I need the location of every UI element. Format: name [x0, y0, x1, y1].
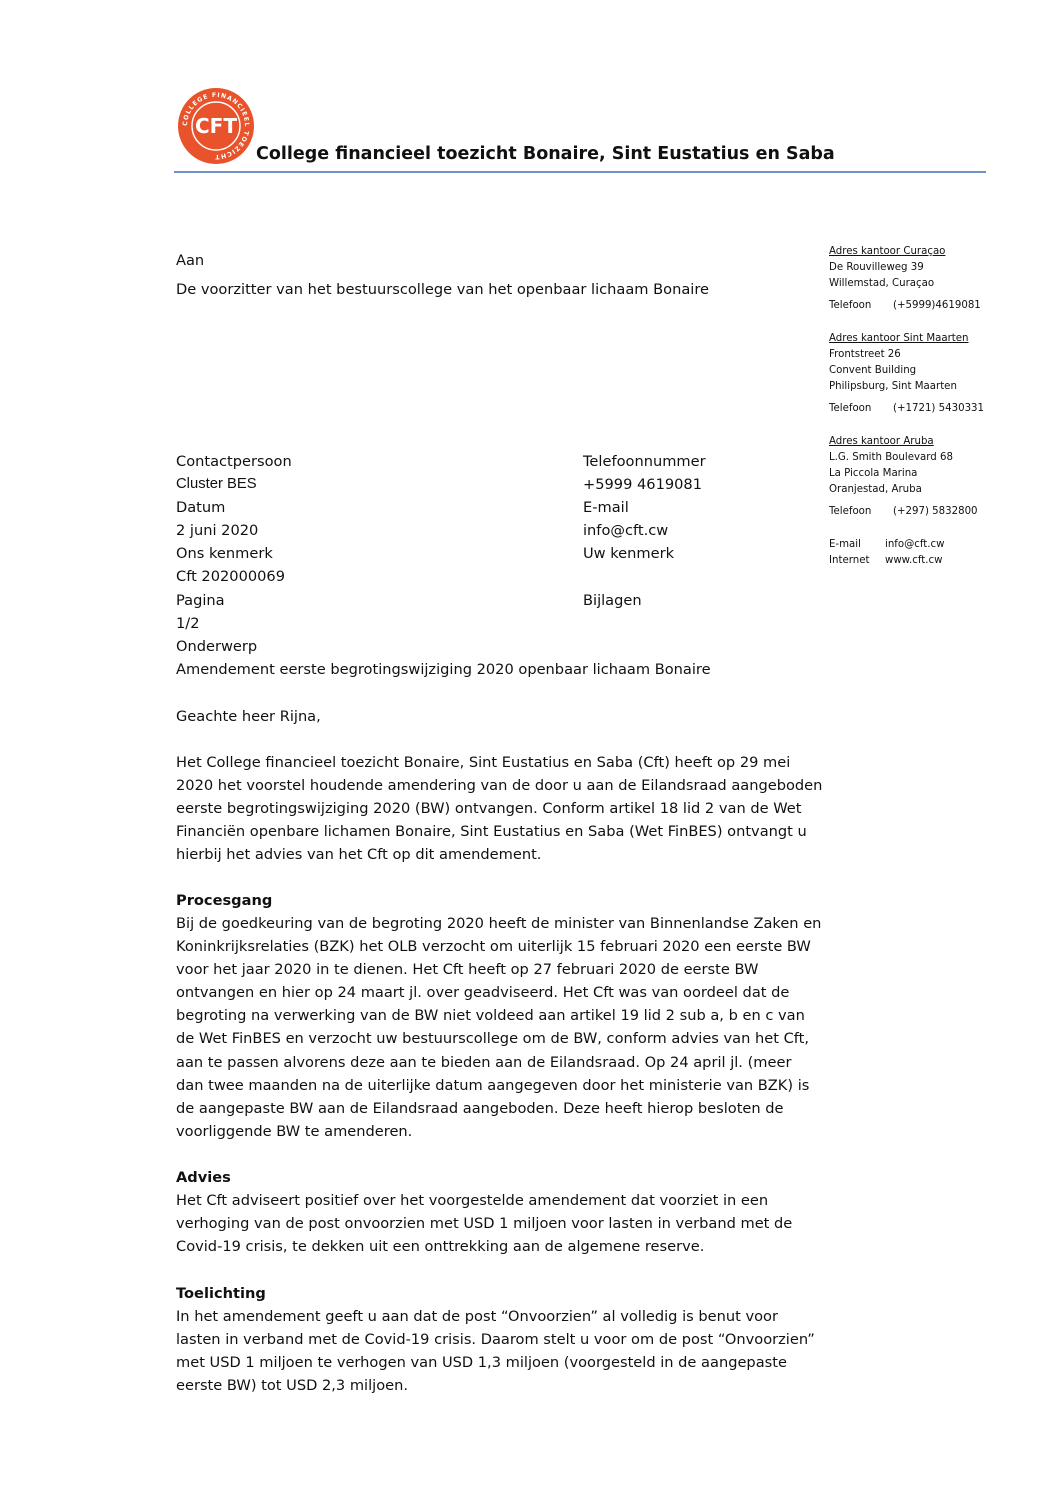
sidebar-email[interactable]: info@cft.cw: [885, 539, 945, 550]
curacao-heading: Adres kantoor Curaçao: [829, 246, 946, 257]
curacao-phone-row: [829, 298, 981, 314]
aruba-heading: Adres kantoor Aruba: [829, 436, 934, 447]
email-label: E-mail: [583, 499, 629, 516]
sidebar-curacao: [829, 244, 981, 314]
procesgang-line: Bij de goedkeuring van de begroting 2020 heeft de minister van Binnenlandse Zaken en: [176, 915, 822, 932]
subject-label: Onderwerp: [176, 638, 258, 655]
cft-logo: [177, 87, 255, 165]
sidebar-internet-row: [829, 553, 944, 569]
our-ref-label: Ons kenmerk: [176, 545, 273, 562]
sidebar-email-row: [829, 537, 944, 553]
toelichting-line: met USD 1 miljoen te verhogen van USD 1,3 miljoen (voorgesteld in de aangepaste: [176, 1354, 787, 1372]
sxm-line2: Convent Building: [829, 365, 917, 376]
aruba-phone-label: Telefoon: [829, 506, 872, 517]
procesgang-line: voor het jaar 2020 in te dienen. Het Cft heeft op 27 februari 2020 de eerste BW: [176, 961, 759, 979]
header-title: College financieel toezicht Bonaire, Sint Eustatius en Saba: [256, 144, 835, 164]
sxm-line3: Philipsburg, Sint Maarten: [829, 381, 957, 392]
aruba-line1: L.G. Smith Boulevard 68: [829, 452, 953, 463]
advies-line: Covid-19 crisis, te dekken uit een onttrekking aan de algemene reserve.: [176, 1238, 705, 1256]
advies-line: Het Cft adviseert positief over het voorgestelde amendement dat voorziet in een: [176, 1192, 769, 1209]
sxm-heading: Adres kantoor Sint Maarten: [829, 333, 969, 344]
aruba-line2: La Piccola Marina: [829, 468, 918, 479]
intro-paragraph: [176, 751, 822, 866]
email-value: info@cft.cw: [583, 522, 669, 539]
aruba-phone-row: [829, 504, 978, 520]
sidebar-contact: [829, 537, 944, 569]
procesgang-paragraph: [176, 912, 821, 1143]
intro-line: Het College financieel toezicht Bonaire, Sint Eustatius en Saba (Cft) heeft op 29 mei: [176, 754, 791, 771]
date-label: Datum: [176, 499, 226, 516]
date-value: 2 juni 2020: [176, 522, 259, 539]
procesgang-heading: Procesgang: [176, 892, 273, 909]
aruba-line3: Oranjestad, Aruba: [829, 484, 922, 495]
page-value: 1/2: [176, 615, 200, 632]
phone-value: +5999 4619081: [583, 476, 703, 493]
phone-label: Telefoonnummer: [583, 453, 706, 470]
procesgang-line: aan te passen alvorens deze aan te bieden aan de Eilandsraad. Op 24 april jl. (meer: [176, 1053, 792, 1071]
header-divider: [174, 171, 986, 173]
advies-heading: Advies: [176, 1169, 231, 1186]
logo-ring-text: COLLEGE FINANCIEEL TOEZICHT: [181, 91, 251, 161]
your-ref-label: Uw kenmerk: [583, 545, 675, 562]
toelichting-heading: Toelichting: [176, 1285, 266, 1302]
our-ref-value: Cft 202000069: [176, 568, 285, 585]
procesgang-line: begroting na verwerking van de BW niet voldeed aan artikel 19 lid 2 sub a, b en c van: [176, 1007, 805, 1025]
sidebar-sint-maarten: [829, 331, 984, 417]
procesgang-line: dan twee maanden na de uiterlijke datum aangegeven door het ministerie van BZK) is: [176, 1076, 810, 1094]
sxm-line1: Frontstreet 26: [829, 349, 901, 360]
intro-line: hierbij het advies van het Cft op dit amendement.: [176, 846, 542, 864]
intro-line: eerste begrotingswijziging 2020 (BW) ontvangen. Conform artikel 18 lid 2 van de Wet: [176, 800, 802, 818]
procesgang-line: de aangepaste BW aan de Eilandsraad aangeboden. Deze heeft hierop besloten de: [176, 1099, 784, 1117]
salutation-to: Aan: [176, 252, 205, 269]
sxm-phone: (+1721) 5430331: [893, 403, 985, 414]
logo-text: CFT: [195, 114, 237, 138]
sxm-phone-row: [829, 401, 984, 417]
sidebar-email-label: E-mail: [829, 539, 861, 550]
contact-label: Contactpersoon: [176, 453, 292, 470]
curacao-line1: De Rouvilleweg 39: [829, 262, 924, 273]
toelichting-line: eerste BW) tot USD 2,3 miljoen.: [176, 1377, 409, 1395]
contact-value: Cluster BES: [176, 476, 257, 492]
advies-paragraph: [176, 1189, 792, 1258]
greeting: Geachte heer Rijna,: [176, 708, 321, 725]
curacao-phone-label: Telefoon: [829, 300, 872, 311]
intro-line: 2020 het voorstel houdende amendering van de door u aan de Eilandsraad aangeboden: [176, 777, 823, 795]
curacao-line2: Willemstad, Curaçao: [829, 278, 935, 289]
sidebar-aruba: [829, 434, 978, 520]
cft-logo-icon: [177, 87, 255, 165]
sidebar-internet[interactable]: www.cft.cw: [885, 555, 943, 566]
intro-line: Financiën openbare lichamen Bonaire, Sint Eustatius en Saba (Wet FinBES) ontvangt u: [176, 823, 807, 841]
advies-line: verhoging van de post onvoorzien met USD 1 miljoen voor lasten in verband met de: [176, 1215, 793, 1233]
toelichting-paragraph: [176, 1305, 815, 1397]
aruba-phone: (+297) 5832800: [893, 506, 978, 517]
page-label: Pagina: [176, 592, 225, 609]
procesgang-line: de Wet FinBES en verzocht uw bestuurscollege om de BW, conform advies van het Cft,: [176, 1030, 810, 1048]
subject-value: Amendement eerste begrotingswijziging 2020 openbaar lichaam Bonaire: [176, 661, 711, 678]
procesgang-line: voorliggende BW te amenderen.: [176, 1122, 413, 1140]
toelichting-line: In het amendement geeft u aan dat de post “Onvoorzien” al volledig is benut voor: [176, 1308, 778, 1325]
procesgang-line: ontvangen en hier op 24 maart jl. over geadviseerd. Het Cft was van oordeel dat de: [176, 984, 790, 1002]
recipient: De voorzitter van het bestuurscollege van het openbaar lichaam Bonaire: [176, 281, 710, 298]
sidebar-internet-label: Internet: [829, 555, 870, 566]
procesgang-line: Koninkrijksrelaties (BZK) het OLB verzocht om uiterlijk 15 februari 2020 een eerste BW: [176, 938, 811, 956]
sxm-phone-label: Telefoon: [829, 403, 872, 414]
curacao-phone: (+5999)4619081: [893, 300, 981, 311]
attachments-label: Bijlagen: [583, 592, 642, 609]
toelichting-line: lasten in verband met de Covid-19 crisis. Daarom stelt u voor om de post “Onvoorzien”: [176, 1331, 815, 1349]
